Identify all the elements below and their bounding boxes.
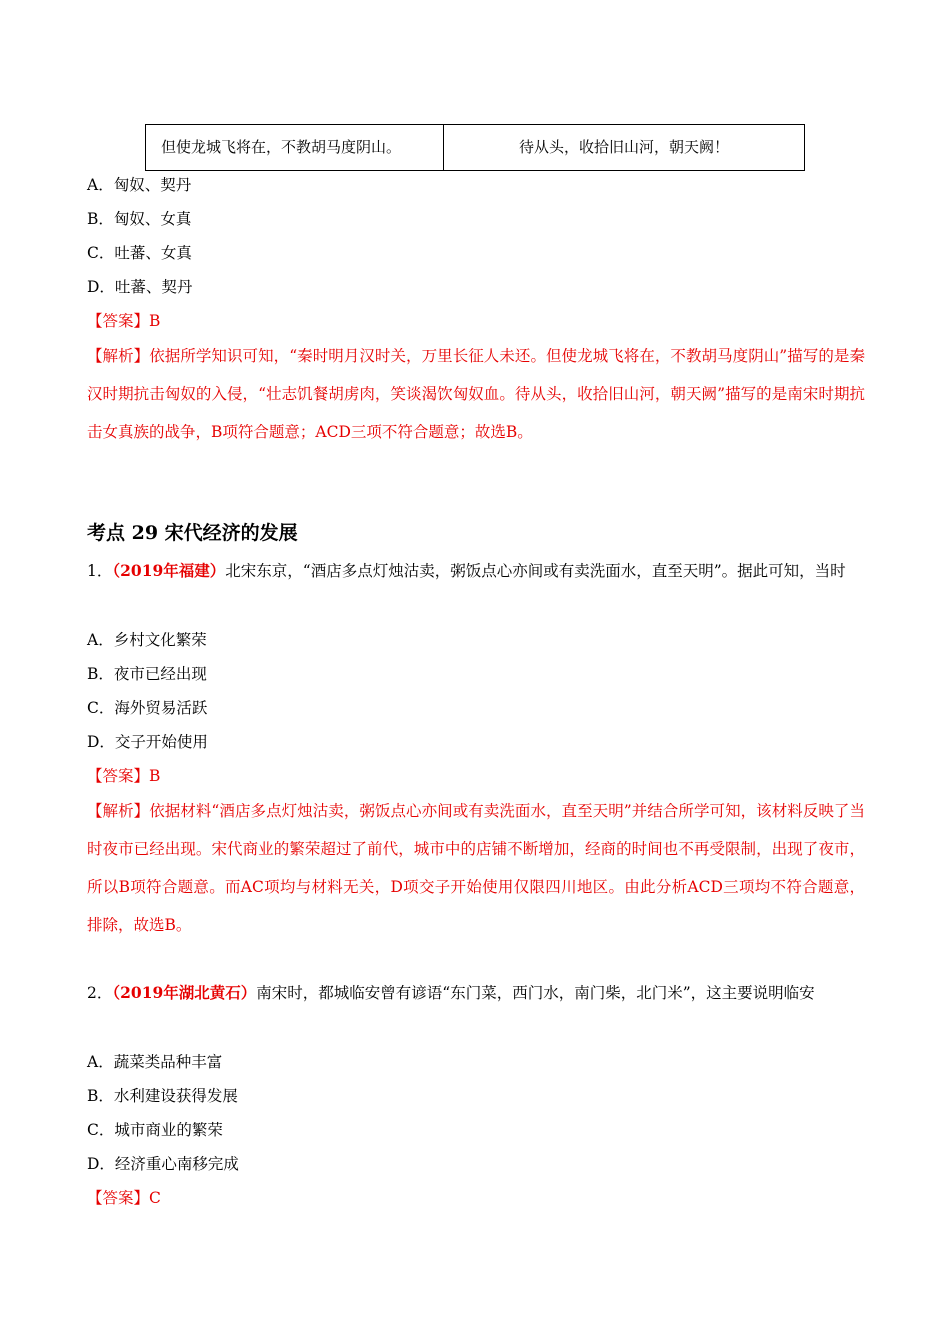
option-d: D．吐蕃、契丹 [87,278,193,296]
poem-cell-left: 但使龙城飞将在，不教胡马度阴山。 [146,125,444,170]
q2-stem [87,974,865,1012]
q1-answer-label: 【答案】 [87,767,150,785]
q1-stem-text: 北宋东京，“酒店多点灯烛沽卖，粥饭点心亦间或有卖洗面水，直至天明”。据此可知，当时 [225,562,846,580]
q1-option-d: D．交子开始使用 [87,733,208,751]
q1-analysis-text: 依据材料“酒店多点灯烛沽卖，粥饭点心亦间或有卖洗面水，直至天明”并结合所学可知，该材料反映了当时夜市已经出现。宋代商业的繁荣超过了前代，城市中的店铺不断增加，经商的时间也不再受限制，出现了夜市，所以B项符合题意。而AC项均与材料无关，D项交子开始使用仅限四川地区。由此分析ACD三项均不符合题意，排除，故选B。 [87,802,865,934]
poem-cell-right: 待从头，收拾旧山河，朝天阙！ [518,138,729,156]
q1-option-b: B．夜市已经出现 [87,665,207,683]
poem-table [145,124,805,171]
option-c: C．吐蕃、女真 [87,244,192,262]
q2-answer-label: 【答案】 [87,1189,150,1207]
q1-source: （2019年福建） [112,561,226,580]
analysis-text: 依据所学知识可知，“秦时明月汉时关，万里长征人未还。但使龙城飞将在，不教胡马度阴山”描写的是秦汉时期抗击匈奴的入侵，“壮志饥餐胡虏肉，笑谈渴饮匈奴血。待从头，收拾旧山河，朝天阙”描写的是南宋时期抗击女真族的战争，B项符合题意；ACD三项不符合题意；故选B。 [87,347,865,441]
q1-option-a: A．乡村文化繁荣 [87,631,207,649]
answer-label: 【答案】 [87,312,150,330]
answer-line [87,314,160,330]
q2-option-b: B．水利建设获得发展 [87,1087,238,1105]
q1-analysis-paragraph [87,792,865,944]
q2-stem-text: 南宋时，都城临安曾有谚语“东门菜，西门水，南门柴，北门米”，这主要说明临安 [256,984,815,1002]
q2-number: 2． [87,984,113,1002]
option-b: B．匈奴、女真 [87,210,192,228]
q2-option-c: C．城市商业的繁荣 [87,1121,223,1139]
q2-option-d: D．经济重心南移完成 [87,1155,239,1173]
q1-option-c: C．海外贸易活跃 [87,699,208,717]
analysis-paragraph [87,337,865,451]
q1-answer-line [87,769,160,785]
analysis-label: 【解析】 [87,347,150,365]
q1-analysis-label: 【解析】 [87,802,150,820]
q2-option-a: A．蔬菜类品种丰富 [87,1053,223,1071]
option-a: A．匈奴、契丹 [87,176,192,194]
q2-source: （2019年湖北黄石） [112,983,257,1002]
section-heading: 考点 29 宋代经济的发展 [87,522,298,544]
q2-answer-value: C [149,1189,161,1207]
q2-answer-line [87,1191,161,1207]
q1-number: 1． [87,562,113,580]
q1-stem [87,552,865,590]
q1-answer-value: B [149,767,161,785]
answer-value: B [149,312,161,330]
